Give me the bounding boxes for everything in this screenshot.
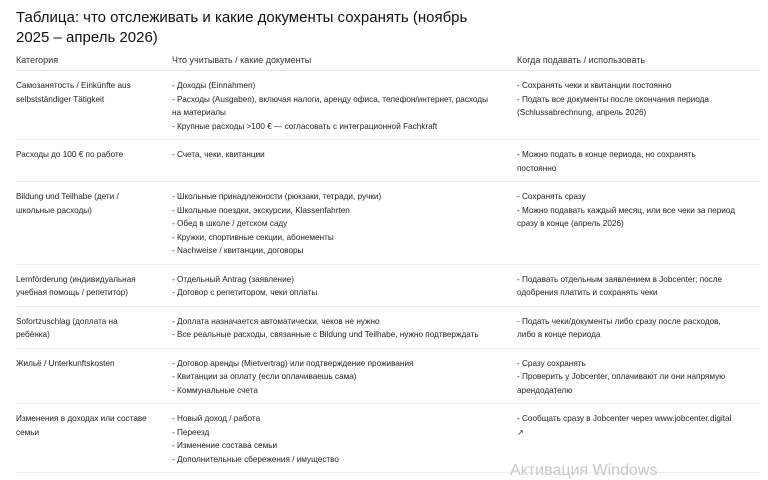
when-item: - Подать все документы после окончания периода (517, 94, 709, 104)
table-row (16, 349, 760, 405)
category-text: Bildung und Teilhabe (дети / (16, 192, 119, 201)
track-item: - Доплата назначается автоматически, чеков не нужно (172, 316, 380, 326)
table-row (16, 140, 760, 182)
track-item: - Изменение состава семьи (172, 441, 278, 450)
when-item: постоянно (517, 163, 557, 173)
category-text: Изменения в доходах или составе (16, 414, 147, 423)
when-item: арендодателю (517, 385, 573, 395)
header-when: Когда подавать / использовать (517, 55, 646, 65)
when-item: - Сохранять чеки и квитанции постоянно (517, 81, 672, 90)
category-cell (16, 71, 172, 139)
track-cell (172, 182, 517, 264)
track-cell (172, 404, 517, 472)
category-text: ребёнка) (16, 330, 50, 339)
when-item: - Подавать отдельным заявлением в Jobcenter; после (517, 274, 723, 284)
category-cell (16, 182, 172, 264)
table-row (16, 265, 760, 307)
category-cell (16, 265, 172, 306)
category-text: школьные расходы) (16, 205, 92, 215)
track-cell (172, 140, 517, 181)
header-category: Категория (16, 55, 59, 65)
track-item: - Расходы (Ausgaben), включая налоги, аренду офиса, телефон/интернет, расходы (172, 94, 488, 104)
category-text: семьи (16, 427, 40, 437)
tracking-table (16, 50, 760, 473)
category-text: Самозанятость / Einkünfte aus (16, 81, 131, 90)
header-track: Что учитывать / какие документы (172, 55, 312, 65)
when-item: (Schlussabrechnung, апрель 2026) (517, 108, 647, 117)
when-item: - Можно подать в конце периода, но сохранять (517, 150, 696, 159)
when-item (517, 412, 760, 439)
category-cell (16, 307, 172, 348)
category-cell (16, 349, 172, 404)
when-text: - Сообщать сразу в Jobcenter через (517, 414, 653, 423)
table-header (16, 50, 760, 71)
track-item: - Коммунальные счета (172, 385, 258, 395)
track-item: - Отдельный Antrag (заявление) (172, 274, 294, 284)
track-item: - Договор с репетитором, чеки оплаты (172, 288, 318, 297)
when-item: - Проверить у Jobcenter, оплачивают ли они напрямую (517, 372, 726, 381)
when-item: - Можно подавать каждый месяц, или все чеки за период (517, 205, 735, 215)
jobcenter-link[interactable]: www.jobcenter.digital (654, 414, 732, 423)
when-cell (517, 182, 760, 264)
when-cell (517, 307, 760, 348)
category-text: Расходы до 100 € по работе (16, 150, 124, 159)
track-item: - Nachweise / квитанции, договоры (172, 246, 304, 255)
track-item: на материалы (172, 108, 226, 117)
when-item: либо в конце периода (517, 330, 601, 339)
category-text: учебная помощь / репетитор) (16, 288, 128, 297)
when-item: - Сразу сохранять (517, 358, 586, 368)
track-item: - Договор аренды (Mietvertrag) или подтверждение проживания (172, 358, 414, 368)
track-item: - Кружки, спортивные секции, абонементы (172, 232, 334, 242)
page-title: Таблица: что отслеживать и какие документы сохранять (ноябрь 2025 – апрель 2026) (16, 9, 468, 46)
track-item: - Новый доход / работа (172, 414, 261, 423)
track-cell (172, 349, 517, 404)
when-item: одобрения платить и сохранять чеки (517, 288, 658, 297)
category-text: Жильё / Unterkunftskosten (16, 358, 115, 368)
category-cell (16, 404, 172, 472)
table-row (16, 182, 760, 265)
category-cell (16, 140, 172, 181)
track-item: - Крупные расходы >100 € — согласовать с интеграционной Fachkraft (172, 121, 438, 131)
track-item: - Переезд (172, 427, 210, 437)
track-item: - Школьные принадлежности (рюкзаки, тетради, ручки) (172, 192, 382, 201)
category-text: Lernförderung (индивидуальная (16, 274, 136, 284)
table-row (16, 307, 760, 349)
windows-activation-watermark: Активация Windows (510, 462, 658, 479)
when-item: - Подать чеки/документы либо сразу после расходов, (517, 316, 721, 326)
track-item: - Счета, чеки, квитанции (172, 150, 265, 159)
when-cell (517, 349, 760, 404)
track-item: - Школьные поездки, экскурсии, Klassenfahrten (172, 205, 350, 215)
category-text: selbstständiger Tätigkeit (16, 94, 105, 104)
track-item: - Все реальные расходы, связанные с Bildung und Teilhabe, нужно подтверждать (172, 330, 479, 339)
track-item: - Дополнительные сбережения / имущество (172, 454, 339, 464)
track-cell (172, 307, 517, 348)
when-cell (517, 71, 760, 139)
when-item: - Сохранять сразу (517, 192, 586, 201)
table-row (16, 71, 760, 140)
when-cell (517, 140, 760, 181)
when-item: сразу в конце (апрель 2026) (517, 219, 624, 228)
track-cell (172, 71, 517, 139)
track-cell (172, 265, 517, 306)
category-text: Sofortzuschlag (доплата на (16, 316, 118, 326)
track-item: - Доходы (Einnahmen) (172, 81, 256, 90)
table-body (16, 71, 760, 473)
when-cell (517, 265, 760, 306)
track-item: - Квитанции за оплату (если оплачиваешь сама) (172, 372, 357, 381)
track-item: - Обед в школе / детском саду (172, 219, 288, 228)
external-link-icon[interactable]: ↗ (517, 427, 524, 437)
